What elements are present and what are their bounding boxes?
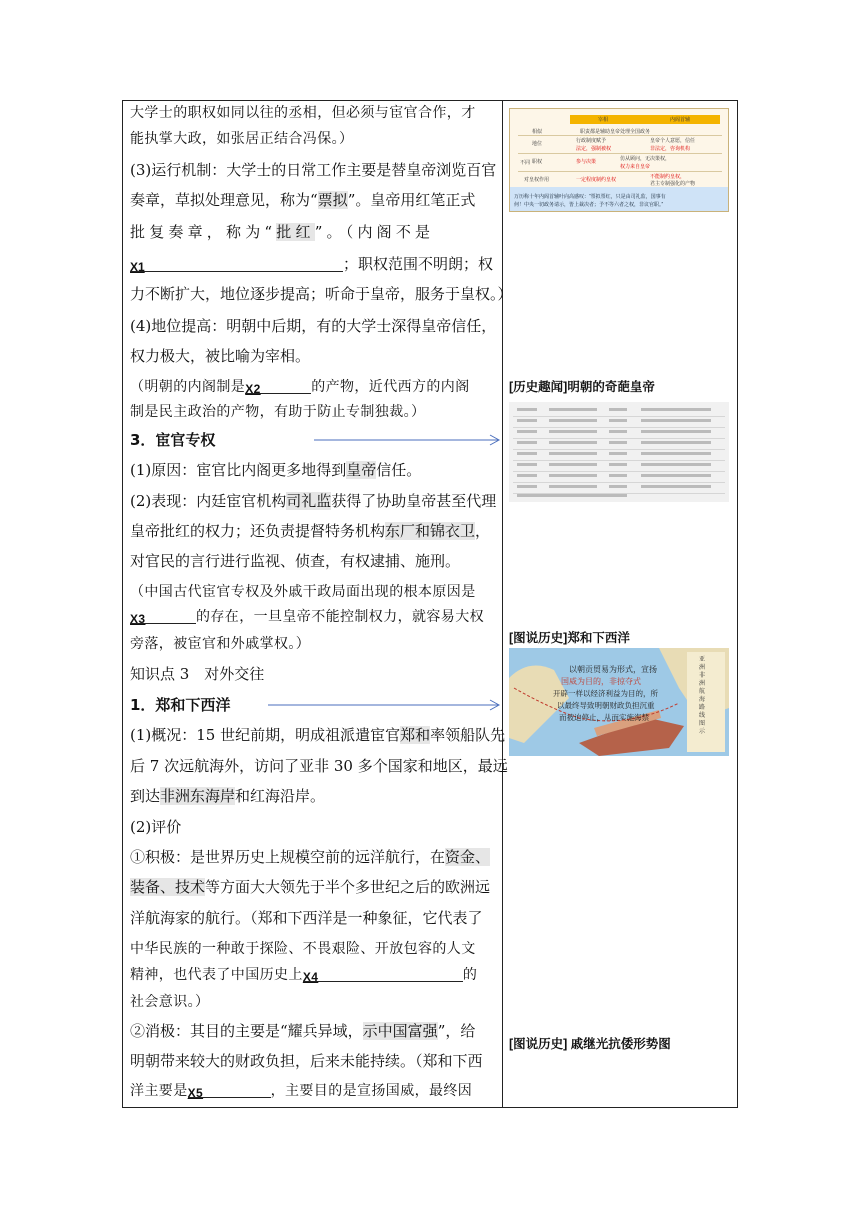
key-term: 司礼监	[286, 492, 332, 510]
comparison-table-image: 宰相 内阁首辅 相似 职责都是辅助皇帝处理全国政务 地位 行政制度赋予 法定，强制被权 皇帝个人意愿，信任 非法定，咨询机构 不同 职权 参与决策 仿从顾问，无决策权， 权力来自皇帝 对皇权作用 一定程度制约皇权 不能制约皇权， 君主专制强化的产物 万历称十年内阁首辅叶向高感叹：“票拟票红，只是由司礼监，国事有 何！中央一切政务请示，皆上裁决者；予不等六者之权，非议官职。”	[509, 108, 729, 212]
text-line: (2)评价	[130, 818, 182, 836]
text-line: X1 ；职权范围不明朗；权	[130, 255, 494, 274]
text-line: 装备、技术等方面大大领先于半个多世纪之后的欧洲远	[130, 878, 491, 896]
key-term: 郑和	[400, 726, 431, 744]
table-header-bar	[570, 115, 720, 124]
header-cell: 内阁首辅	[670, 117, 691, 123]
text-line: (2)表现：内廷宦官机构司礼监获得了协助皇帝甚至代理	[130, 492, 497, 510]
section-heading: 3．宦官专权	[130, 431, 216, 449]
text-line: （中国古代宦官专权及外戚干政局面出现的根本原因是	[130, 584, 476, 600]
emperor-list-image	[509, 402, 729, 502]
key-term: 装备、技术	[130, 878, 206, 896]
text-line: ①积极：是世界历史上规模空前的远洋航行，在资金、	[130, 848, 491, 866]
text-line: (1)概况：15 世纪前期，明成祖派遣宦官郑和率领船队先	[130, 726, 506, 744]
text-line: 明朝带来较大的财政负担，后来未能持续。（郑和下西	[130, 1052, 483, 1070]
key-term: 非洲东海岸	[160, 787, 236, 805]
text-line: (3)运行机制：大学士的日常工作主要是替皇帝浏览百官	[130, 161, 497, 179]
arrow-to-image	[314, 432, 504, 448]
text-line: 洋航海家的航行。（郑和下西洋是一种象征，它代表了	[130, 909, 483, 927]
text-line: (1)原因：宦官比内阁更多地得到皇帝信任。	[130, 461, 422, 479]
text-line: 对官民的言行进行监视、侦查，有权逮捕、施刑。	[130, 552, 461, 570]
key-term: 东厂和锦衣卫	[385, 522, 476, 540]
section-heading: 知识点 3 对外交往	[130, 665, 265, 683]
answer-blank-x4: X4	[303, 967, 463, 982]
text-line: 制是民主政治的产物，有助于防止专制独裁。）	[130, 404, 426, 420]
list-text-marks	[509, 402, 729, 502]
text-line: 后 7 次远航海外，访问了亚非 30 多个国家和地区，最远	[130, 757, 508, 775]
text-line: 奏章，草拟处理意见，称为“票拟”。皇帝用红笔正式	[130, 191, 476, 209]
text-line: (4)地位提高：明朝中后期，有的大学士深得皇帝信任，	[130, 317, 497, 335]
text-line: 大学士的职权如同以往的丞相，但必须与宦官合作，才	[130, 105, 476, 121]
text-line: 社会意识。）	[130, 994, 210, 1010]
text-line: 洋主要是X5 ，主要目的是宣扬国威，最终因	[130, 1083, 473, 1100]
text-line: 精神，也代表了中国历史上X4 的	[130, 967, 478, 984]
answer-blank-x5: X5	[188, 1083, 271, 1098]
key-term: 资金、	[445, 848, 491, 866]
column-divider	[502, 100, 503, 1108]
answer-blank-x1: X1	[130, 257, 343, 272]
text-line: （明朝的内阁制是X2 的产物，近代西方的内阁	[130, 379, 470, 396]
zhenghe-voyage-map-image: 以朝贡贸易为形式，宣扬 国威为目的，非掠夺式 开辟一样以经济利益为目的，所 以最终导致明朝财政负担沉重 而被迫停止，从而实施海禁 亚洲非洲航海路线图示	[509, 648, 729, 756]
answer-blank-x2: X2	[245, 379, 311, 394]
header-cell: 宰相	[598, 117, 609, 123]
caption: [图说历史]郑和下西洋	[509, 631, 630, 645]
key-term: 皇帝	[346, 461, 377, 479]
text-line: 能执掌大政，如张居正结合冯保。）	[130, 131, 354, 147]
text-line: 权力极大，被比喻为宰相。	[130, 347, 311, 365]
text-line: 皇帝批红的权力；还负责提督特务机构东厂和锦衣卫，	[130, 522, 491, 540]
arrow-to-image	[268, 697, 504, 713]
section-heading: 1．郑和下西洋	[130, 696, 231, 714]
key-term: 票拟	[317, 191, 348, 209]
answer-blank-x3: X3	[130, 609, 196, 624]
key-term: 批红	[276, 223, 315, 241]
text-line: ②消极：其目的主要是“耀兵异域，示中国富强”，给	[130, 1022, 476, 1040]
text-line: 力不断扩大，地位逐步提高；听命于皇帝，服务于皇权。）	[130, 285, 513, 303]
text-line: X3 的存在，一旦皇帝不能控制权力，就容易大权	[130, 609, 484, 626]
caption: [历史趣闻]明朝的奇葩皇帝	[509, 380, 655, 394]
text-line: 批复奏章，称为“批红”。（内阁不是	[130, 223, 435, 241]
text-line: 到达非洲东海岸和红海沿岸。	[130, 787, 326, 805]
text-line: 中华民族的一种敢于探险、不畏艰险、开放包容的人文	[130, 941, 476, 957]
text-line: 旁落，被宦官和外戚掌权。）	[130, 636, 311, 652]
key-term: 示中国富强	[362, 1022, 438, 1040]
caption: [图说历史] 戚继光抗倭形势图	[509, 1037, 671, 1051]
